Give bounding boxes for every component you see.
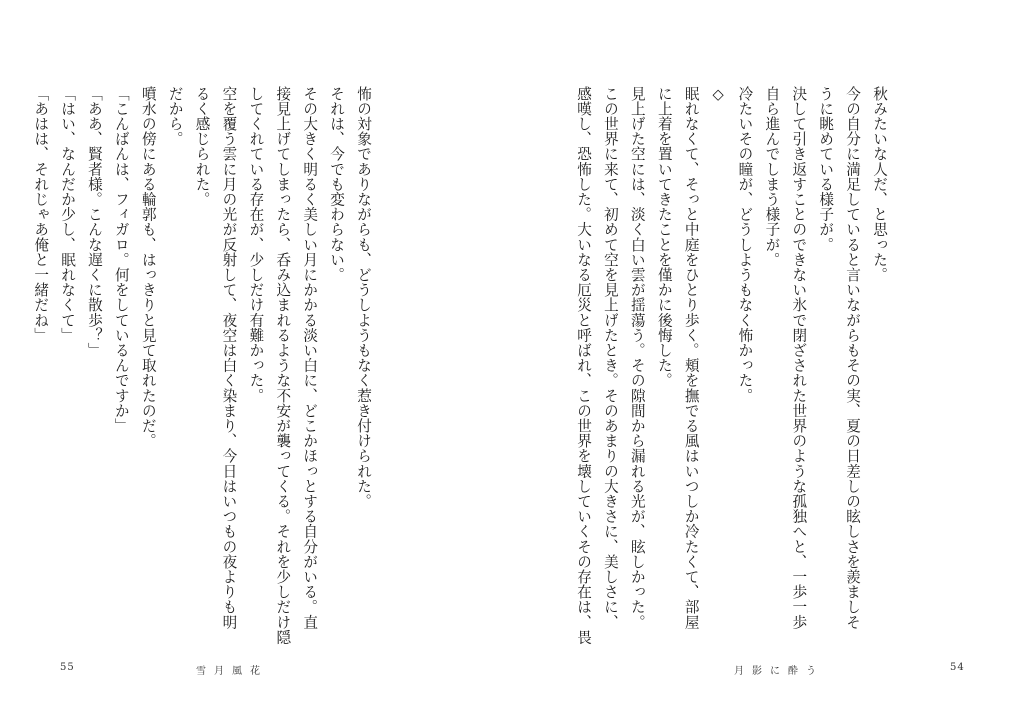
text-line: 冷たいその瞳が、どうしようもなく怖かった。	[736, 86, 754, 404]
text-line: 「ああ、賢者様。こんな遅くに散歩？」	[85, 86, 103, 358]
text-line: に上着を置いてきたことを僅かに後悔した。	[655, 86, 673, 388]
page-number: 55	[60, 662, 75, 673]
text-line: 空を覆う雲に月の光が反射して、夜空は白く染まり、今日はいつもの夜よりも明	[220, 86, 238, 630]
text-line: るく感じられた。	[193, 86, 211, 207]
left-page-text	[32, 86, 376, 646]
text-line: 秋みたいな人だ、と思った。	[871, 86, 888, 283]
text-line: うに眺めている様子が。	[817, 86, 835, 253]
right-page	[512, 0, 1024, 721]
text-line: 「こんばんは、フィガロ。何をしているんですか」	[112, 86, 130, 434]
text-line: この世界に来て、初めて空を見上げたとき。そのあまりの大きさに、美しさに、	[601, 86, 619, 630]
text-line: 見上げた空には、淡く白い雲が揺蕩う。その隙間から漏れる光が、眩しかった。	[628, 86, 646, 630]
text-line: 決して引き返すことのできない氷で閉ざされた世界のような孤独へと、一歩一歩	[790, 86, 808, 630]
text-line: 自ら進んでしまう様子が。	[763, 86, 781, 268]
page-number: 54	[950, 662, 965, 673]
right-page-text	[552, 86, 892, 646]
text-line: してくれている存在が、少しだけ有難かった。	[247, 86, 265, 404]
text-line: 今の自分に満足していると言いながらもその実、夏の日差しの眩しさを羨ましそ	[844, 86, 862, 630]
text-line: だから。	[166, 86, 184, 147]
text-line: 「はい、なんだか少し、眠れなくて」	[59, 86, 77, 343]
text-line: 眠れなくて、そっと中庭をひとり歩く。頬を撫でる風はいつしか冷たくて、部屋	[682, 86, 700, 630]
text-line: それは、今でも変わらない。	[328, 86, 346, 283]
scene-break-diamond: ◇	[709, 86, 727, 104]
text-line: 感嘆し、恐怖した。大いなる厄災と呼ばれ、この世界を壊していくその存在は、畏	[575, 86, 593, 645]
running-head: 雪月風花	[196, 666, 268, 677]
text-line: 「あはは、それじゃあ俺と一緒だね」	[32, 86, 50, 343]
running-head: 月影に酔う	[734, 666, 824, 677]
text-line: その大きく明るく美しい月にかかる淡い白に、どこかほっとする自分がいる。直	[301, 86, 319, 630]
text-line: 怖の対象でありながらも、どうしようもなく惹き付けられた。	[355, 86, 372, 509]
text-line: 接見上げてしまったら、呑み込まれるような不安が襲ってくる。それを少しだけ隠	[274, 86, 292, 645]
text-line: 噴水の傍にある輪郭も、はっきりと見て取れたのだ。	[139, 86, 157, 449]
